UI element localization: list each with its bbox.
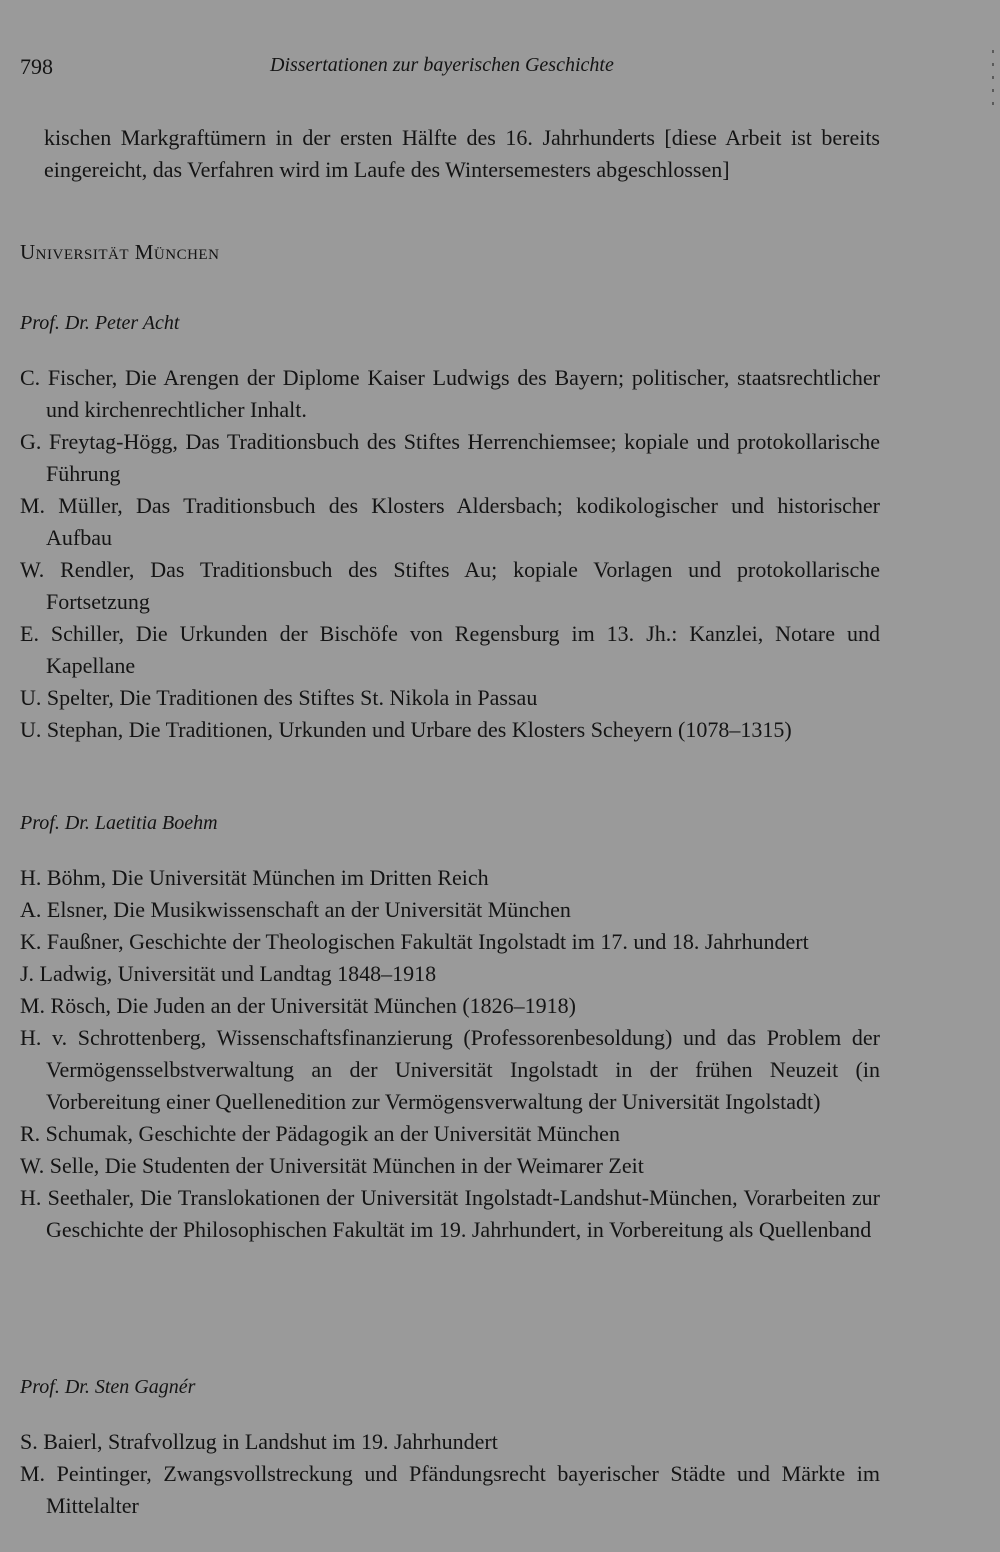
professor-heading: Prof. Dr. Sten Gagnér <box>20 1376 196 1398</box>
dissertation-list <box>20 362 880 746</box>
list-item: M. Müller, Das Traditionsbuch des Klosters Aldersbach; kodikologischer und historischer Aufbau <box>20 493 880 550</box>
list-item: S. Baierl, Strafvollzug in Landshut im 19. Jahrhundert <box>20 1429 498 1454</box>
page-number: 798 <box>20 54 53 79</box>
list-item: W. Selle, Die Studenten der Universität München in der Weimarer Zeit <box>20 1153 644 1178</box>
list-item: E. Schiller, Die Urkunden der Bischöfe von Regensburg im 13. Jh.: Kanzlei, Notare und Kapellane <box>20 621 880 678</box>
list-item: U. Spelter, Die Traditionen des Stiftes St. Nikola in Passau <box>20 685 538 710</box>
professor-heading: Prof. Dr. Peter Acht <box>20 312 180 334</box>
list-item: M. Rösch, Die Juden an der Universität München (1826–1918) <box>20 993 577 1018</box>
university-heading: Universität München <box>20 240 220 264</box>
running-title: Dissertationen zur bayerischen Geschichte <box>270 54 614 76</box>
running-head <box>20 54 880 88</box>
list-item: J. Ladwig, Universität und Landtag 1848–1918 <box>20 961 437 986</box>
professor-heading: Prof. Dr. Laetitia Boehm <box>20 812 218 834</box>
list-item: R. Schumak, Geschichte der Pädagogik an der Universität München <box>20 1121 620 1146</box>
list-item: K. Faußner, Geschichte der Theologischen Fakultät Ingolstadt im 17. und 18. Jahrhundert <box>20 929 809 954</box>
list-item: A. Elsner, Die Musikwissenschaft an der Universität München <box>20 897 571 922</box>
list-item: G. Freytag-Högg, Das Traditionsbuch des Stiftes Herrenchiemsee; kopiale und protokollarische Führung <box>20 429 880 486</box>
list-item: M. Peintinger, Zwangsvollstreckung und Pfändungsrecht bayerischer Städte und Märkte im Mittelalter <box>20 1461 880 1518</box>
list-item: H. Böhm, Die Universität München im Dritten Reich <box>20 865 489 890</box>
dissertation-list <box>20 1426 880 1522</box>
continuation-text: kischen Markgraftümern in der ersten Hälfte des 16. Jahrhunderts [diese Arbeit ist bereits eingereicht, das Verfahren wird im Laufe des Wintersemesters abgeschlossen] <box>44 125 880 182</box>
continuation-paragraph <box>20 122 880 186</box>
list-item: W. Rendler, Das Traditionsbuch des Stiftes Au; kopiale Vorlagen und protokollarische Fortsetzung <box>20 557 880 614</box>
list-item: H. Seethaler, Die Translokationen der Universität Ingolstadt-Landshut-München, Vorarbeiten zur Geschichte der Philosophischen Fakultät im 19. Jahrhundert, in Vorbereitung als Quellenband <box>20 1185 880 1242</box>
list-item: U. Stephan, Die Traditionen, Urkunden und Urbare des Klosters Scheyern (1078–1315) <box>20 717 792 742</box>
scan-artifact-marks <box>990 40 996 160</box>
dissertation-list <box>20 862 880 1246</box>
list-item: H. v. Schrottenberg, Wissenschaftsfinanzierung (Professorenbesoldung) und das Problem der Vermögensselbstverwaltung an der Universität Ingolstadt in der frühen Neuzeit (in Vorbereitung einer Quellenedition zur Vermögensverwaltung der Universität Ingolstadt) <box>20 1025 880 1114</box>
list-item: C. Fischer, Die Arengen der Diplome Kaiser Ludwigs des Bayern; politischer, staatsrechtlicher und kirchenrechtlicher Inhalt. <box>20 365 880 422</box>
